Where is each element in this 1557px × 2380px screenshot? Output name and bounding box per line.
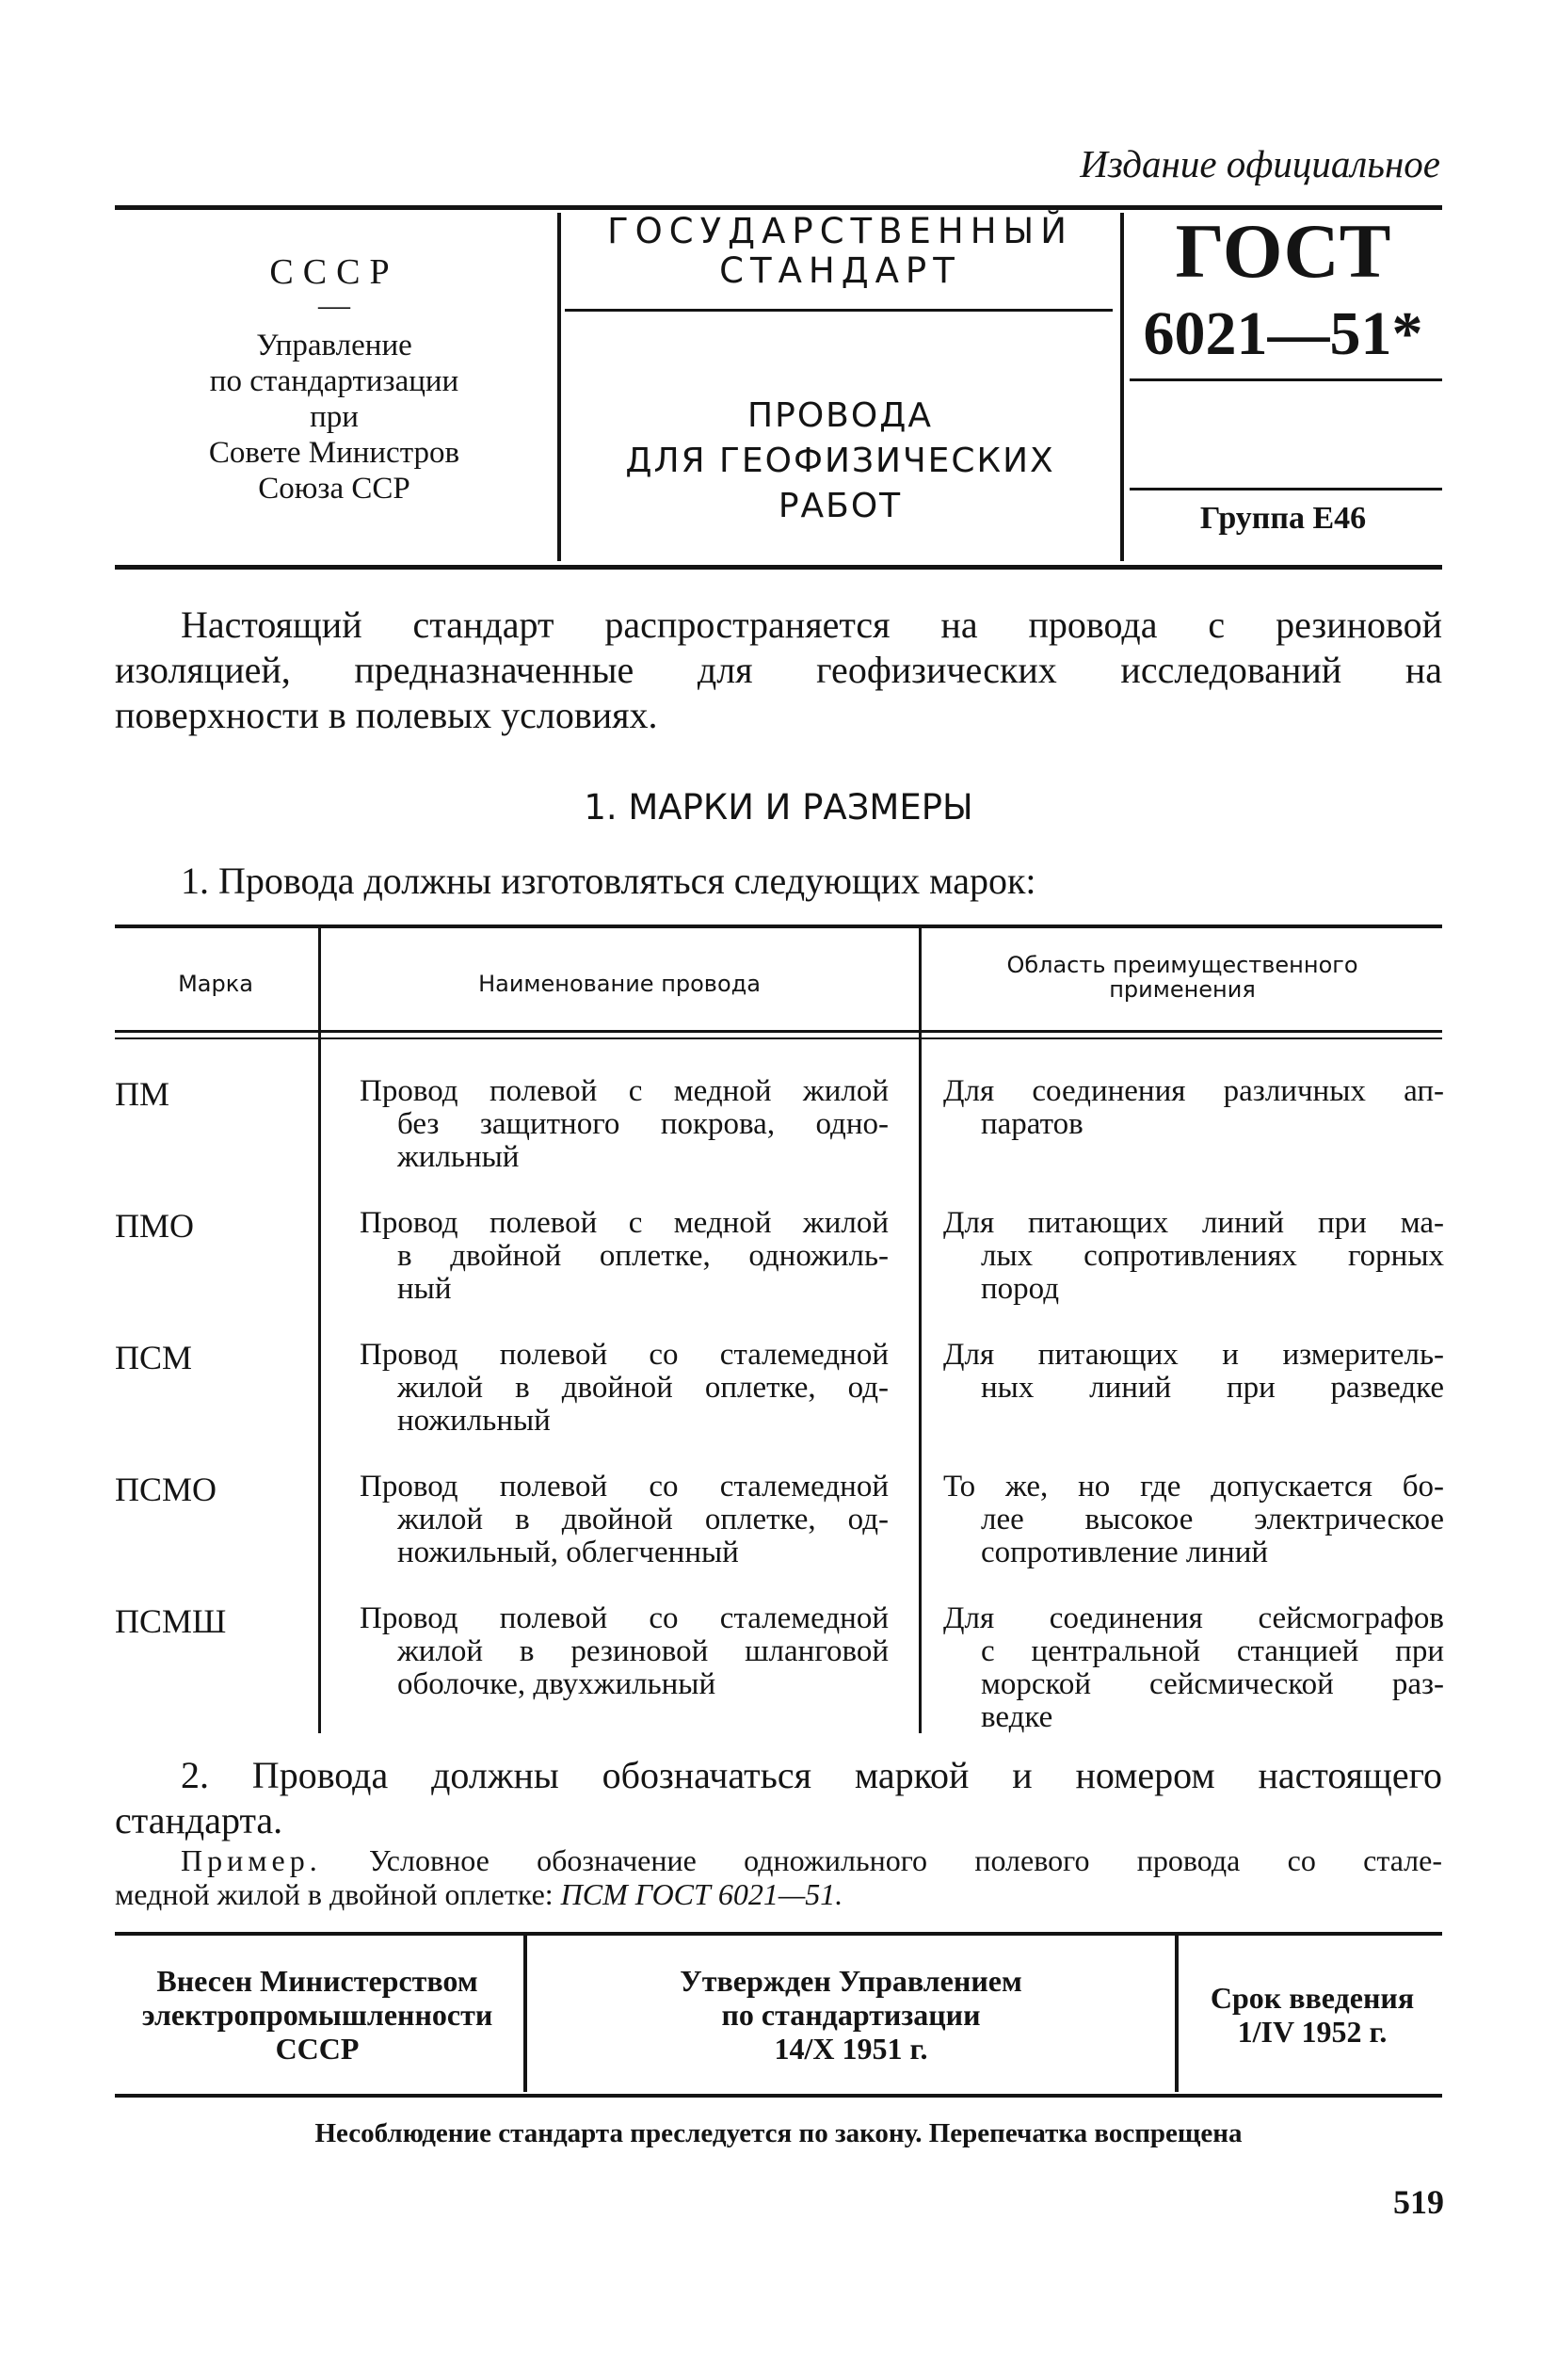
name-line: жильный — [397, 1140, 520, 1174]
name-line: Провод полевой со сталемедной — [360, 1338, 889, 1372]
area-line: морской сейсмической раз- — [981, 1667, 1444, 1701]
legal-notice: Несоблюдение стандарта преследуется по закону. Перепечатка воспрещена — [314, 2118, 1243, 2148]
authority-line: Союза ССР — [258, 472, 410, 506]
example-line — [181, 1843, 1442, 1877]
standard-type-line: СТАНДАРТ — [719, 250, 961, 291]
name-line: ножильный — [397, 1404, 551, 1438]
name-line: Провод полевой с медной жилой — [360, 1074, 889, 1108]
footer-top-rule — [115, 1932, 1442, 1936]
effective-date — [1182, 1981, 1442, 2049]
standard-title-line: ПРОВОДА — [747, 396, 933, 435]
name-line: Провод полевой с медной жилой — [360, 1206, 889, 1240]
table-header-mark: Марка — [178, 971, 253, 997]
header-right-rule-2 — [1130, 488, 1442, 490]
table-row-name — [360, 1602, 889, 1701]
area-line: лых сопротивлениях горных — [981, 1239, 1444, 1273]
table-header-rule-2 — [115, 1037, 1442, 1039]
name-line: в двойной оплетке, одножиль- — [397, 1239, 889, 1273]
approved-by — [531, 1964, 1171, 2066]
intro-line: поверхности в полевых условиях. — [115, 694, 658, 736]
table-row-area — [943, 1471, 1444, 1569]
standard-type — [565, 212, 1116, 291]
example-label: Пример. — [181, 1843, 322, 1877]
table-row-name — [360, 1471, 889, 1569]
area-line: ных линий при разведке — [981, 1371, 1444, 1405]
standard-title — [565, 394, 1116, 529]
table-header-name: Наименование провода — [478, 971, 761, 997]
example-line — [115, 1877, 1442, 1911]
name-line: без защитного покрова, одно- — [397, 1107, 889, 1141]
clause-1: 1. Провода должны изготовляться следующих марок: — [181, 860, 1036, 902]
table-row-mark: ПСМО — [115, 1471, 217, 1508]
area-line: ведке — [981, 1700, 1053, 1734]
example-text: Условное обозначение одножильного полевого провода со стале- — [321, 1843, 1442, 1877]
area-line: То же, но где допускается бо- — [943, 1470, 1444, 1504]
standard-title-line: ДЛЯ ГЕОФИЗИЧЕСКИХ РАБОТ — [625, 442, 1055, 525]
table-row-name — [360, 1207, 889, 1306]
standard-type-line: ГОСУДАРСТВЕННЫЙ — [607, 211, 1073, 251]
name-line: Провод полевой со сталемедной — [360, 1601, 889, 1635]
table-row-mark: ПМО — [115, 1207, 195, 1245]
approved-line: 14/X 1951 г. — [774, 2032, 928, 2066]
table-row-area — [943, 1207, 1444, 1306]
area-line: паратов — [981, 1107, 1083, 1141]
group-code: Группа Е46 — [1199, 501, 1367, 536]
header-right-rule-1 — [1130, 378, 1442, 381]
footer-divider-2 — [1175, 1936, 1179, 2092]
name-line: жилой в резиновой шланговой — [397, 1634, 889, 1668]
name-line: оболочке, двухжильный — [397, 1667, 716, 1701]
footer-divider-1 — [523, 1936, 527, 2092]
submitted-line: Внесен Министерством — [156, 1964, 478, 1998]
approved-line: Утвержден Управлением — [680, 1964, 1022, 1998]
authority-line: по стандартизации — [209, 364, 459, 398]
area-line: лее высокое электрическое — [981, 1503, 1444, 1536]
clause-2-line: 2. Провода должны обозначаться маркой и номером настоящего — [181, 1754, 1442, 1796]
area-line: сопротивление линий — [981, 1536, 1269, 1569]
approved-line: по стандартизации — [721, 1998, 981, 2032]
clause-2-line: стандарта. — [115, 1799, 283, 1841]
name-line: ножильный, облегченный — [397, 1536, 739, 1569]
section-title: 1. МАРКИ И РАЗМЕРЫ — [584, 787, 973, 828]
example-designation: ПСМ ГОСТ 6021—51. — [560, 1877, 843, 1911]
effective-line: 1/IV 1952 г. — [1237, 2015, 1388, 2049]
submitted-line: СССР — [275, 2032, 360, 2066]
country-name: СССР — [269, 252, 399, 292]
table-row-area — [943, 1075, 1444, 1141]
effective-line: Срок введения — [1210, 1981, 1415, 2015]
area-line: с центральной станцией при — [981, 1634, 1444, 1668]
submitted-by — [115, 1964, 520, 2066]
table-row-name — [360, 1339, 889, 1438]
table-top-rule — [115, 925, 1442, 928]
area-line: Для питающих и измеритель- — [943, 1338, 1444, 1372]
issuing-authority — [113, 254, 555, 507]
authority-line: Управление — [256, 329, 412, 362]
table-header-area-line: Область преимущественного — [1006, 952, 1358, 978]
clause-2 — [115, 1753, 1442, 1843]
table-col-divider-2 — [919, 928, 922, 1733]
page-number: 519 — [1393, 2183, 1444, 2221]
header-middle-rule — [565, 309, 1113, 312]
footer-bottom-rule — [115, 2094, 1442, 2098]
example-paragraph — [115, 1843, 1442, 1911]
header-divider-right — [1120, 213, 1124, 561]
table-col-divider-1 — [318, 928, 321, 1733]
table-header-area-line: применения — [1109, 976, 1256, 1003]
area-line: Для соединения сейсмографов — [943, 1601, 1444, 1635]
submitted-line: электропромышленности — [141, 1998, 493, 2032]
name-line: Провод полевой со сталемедной — [360, 1470, 889, 1504]
intro-paragraph — [115, 603, 1442, 738]
intro-line: изоляцией, предназначенные для геофизических исследований на — [115, 649, 1442, 691]
header-divider-left — [557, 213, 561, 561]
table-header-area — [923, 953, 1442, 1002]
example-text: медной жилой в двойной оплетке: — [115, 1877, 561, 1911]
area-line: Для питающих линий при ма- — [943, 1206, 1444, 1240]
table-row-name — [360, 1075, 889, 1174]
country-dash: — — [318, 288, 350, 323]
table-row-mark: ПМ — [115, 1075, 170, 1113]
header-bottom-rule — [115, 565, 1442, 570]
gost-number: 6021—51* — [1143, 299, 1423, 368]
edition-label: Издание официальное — [1080, 142, 1440, 185]
intro-line: Настоящий стандарт распространяется на провода с резиновой — [181, 603, 1442, 646]
table-row-area — [943, 1339, 1444, 1405]
name-line: жилой в двойной оплетке, од- — [397, 1371, 889, 1405]
table-row-area — [943, 1602, 1444, 1734]
table-row-mark: ПСМШ — [115, 1602, 227, 1640]
authority-line: при — [310, 400, 359, 434]
area-line: Для соединения различных ап- — [943, 1074, 1444, 1108]
area-line: пород — [981, 1272, 1059, 1306]
gost-label: ГОСТ — [1175, 208, 1391, 294]
name-line: ный — [397, 1272, 452, 1306]
authority-line: Совете Министров — [208, 436, 460, 470]
table-row-mark: ПСМ — [115, 1339, 193, 1376]
table-header-rule-1 — [115, 1030, 1442, 1033]
name-line: жилой в двойной оплетке, од- — [397, 1503, 889, 1536]
